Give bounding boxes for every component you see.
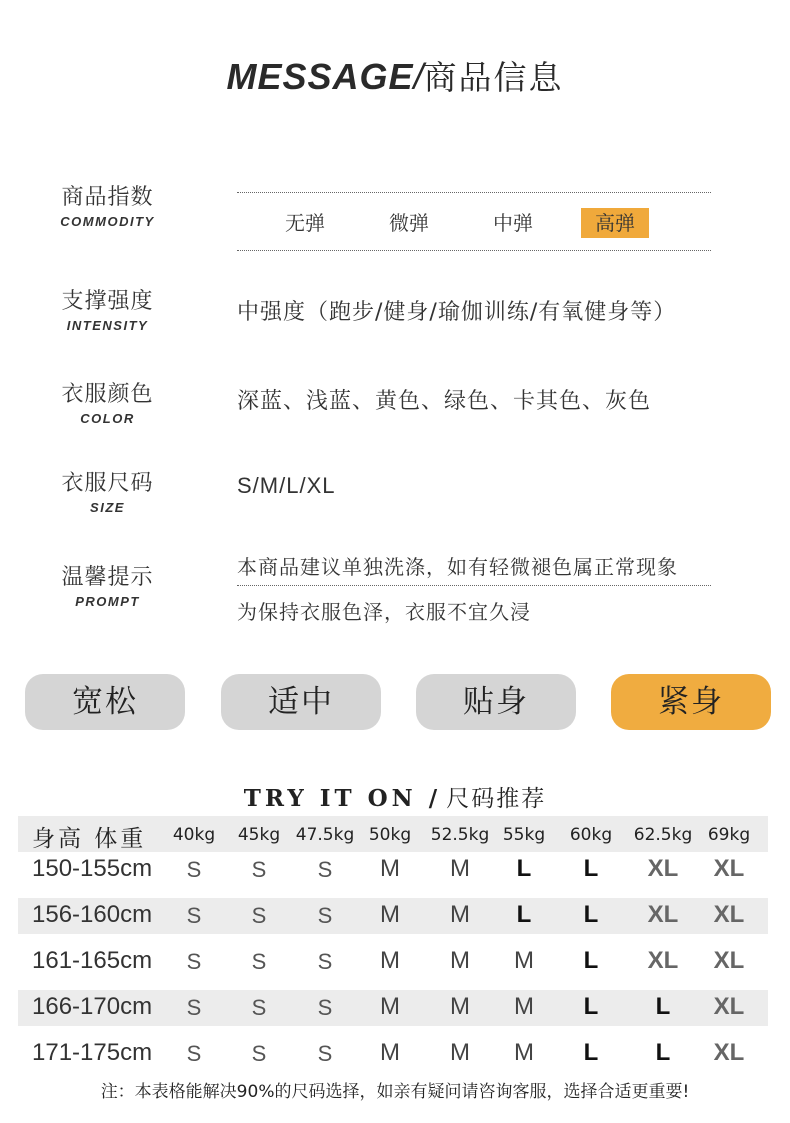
size-cell: L — [583, 993, 599, 1020]
size-cell: XL — [713, 993, 745, 1020]
intensity-label-cn: 支撑强度 — [61, 289, 154, 314]
size-cell: S — [317, 995, 333, 1020]
fit-loose: 宽松 — [25, 674, 185, 730]
table-row — [18, 852, 768, 888]
table-row — [18, 898, 768, 934]
weight-header: 60kg — [569, 825, 613, 845]
size-cell: M — [380, 947, 400, 974]
size-cell: XL — [647, 901, 679, 928]
size-cell: S — [317, 1041, 333, 1066]
size-cell: S — [251, 949, 267, 974]
size-label-cn: 衣服尺码 — [61, 471, 154, 496]
size-cell: L — [583, 947, 599, 974]
size-cell: S — [186, 1041, 202, 1066]
elasticity-medium: 中弹 — [493, 211, 533, 235]
size-cell: M — [450, 947, 470, 974]
size-cell: XL — [713, 901, 745, 928]
size-cell: XL — [713, 947, 745, 974]
size-cell: XL — [647, 855, 679, 882]
size-cell: S — [317, 949, 333, 974]
size-cell: L — [655, 993, 671, 1020]
intensity-label — [40, 284, 175, 333]
table-row — [18, 1036, 768, 1072]
elasticity-high-selected: 高弹 — [581, 208, 649, 238]
intensity-value: 中强度（跑步/健身/瑜伽训练/有氧健身等） — [237, 300, 677, 325]
size-cell: L — [516, 901, 532, 928]
prompt-line-2: 为保持衣服色泽，衣服不宜久浸 — [237, 600, 531, 624]
height-range: 161-165cm — [32, 947, 153, 974]
prompt-line-1: 本商品建议单独洗涤，如有轻微褪色属正常现象 — [237, 555, 678, 579]
size-cell: S — [186, 903, 202, 928]
title-slash: / — [413, 56, 424, 97]
size-cell: XL — [647, 947, 679, 974]
size-cell: M — [380, 993, 400, 1020]
size-cell: M — [380, 1039, 400, 1066]
size-cell: S — [251, 857, 267, 882]
size-cell: XL — [713, 1039, 745, 1066]
size-cell: M — [380, 901, 400, 928]
color-value: 深蓝、浅蓝、黄色、绿色、卡其色、灰色 — [237, 389, 652, 414]
size-cell: S — [251, 1041, 267, 1066]
weight-header: 50kg — [368, 825, 412, 845]
size-cell: S — [186, 995, 202, 1020]
size-value: S/M/L/XL — [237, 473, 336, 498]
color-label — [40, 377, 175, 426]
page-title-en: MESSAGE — [226, 56, 414, 97]
weight-header: 55kg — [502, 825, 546, 845]
size-cell: S — [186, 949, 202, 974]
size-cell: S — [317, 857, 333, 882]
size-cell: M — [450, 1039, 470, 1066]
size-cell: L — [583, 901, 599, 928]
weight-header: 52.5kg — [430, 825, 490, 845]
weight-header: 47.5kg — [295, 825, 355, 845]
height-range: 150-155cm — [32, 855, 153, 882]
size-table-header — [18, 816, 768, 852]
size-cell: XL — [713, 855, 745, 882]
elasticity-slight: 微弹 — [389, 211, 429, 235]
size-cell: S — [251, 903, 267, 928]
tryon-title-cn: 尺码推荐 — [446, 786, 547, 812]
size-cell: L — [655, 1039, 671, 1066]
height-range: 156-160cm — [32, 901, 153, 928]
weight-header: 69kg — [707, 825, 751, 845]
fit-tight-selected: 紧身 — [611, 674, 771, 730]
prompt-label-en: PROMPT — [75, 594, 140, 609]
prompt-label — [40, 560, 175, 609]
size-cell: S — [186, 857, 202, 882]
size-cell: L — [583, 855, 599, 882]
size-cell: M — [450, 855, 470, 882]
height-range: 166-170cm — [32, 993, 153, 1020]
size-cell: M — [380, 855, 400, 882]
table-row — [18, 990, 768, 1026]
color-label-en: COLOR — [80, 411, 135, 426]
table-corner-label: 身高 体重 — [32, 826, 147, 852]
page-title-cn: 商品信息 — [423, 58, 564, 97]
prompt-label-cn: 温馨提示 — [61, 565, 154, 590]
elasticity-none: 无弹 — [285, 211, 325, 235]
size-cell: S — [251, 995, 267, 1020]
fit-regular: 适中 — [221, 674, 381, 730]
commodity-label-en: COMMODITY — [60, 214, 155, 229]
size-cell: M — [450, 901, 470, 928]
size-cell: M — [514, 993, 534, 1020]
page-title — [0, 52, 790, 99]
weight-header: 62.5kg — [633, 825, 693, 845]
size-cell: M — [450, 993, 470, 1020]
size-label-en: SIZE — [90, 500, 125, 515]
color-label-cn: 衣服颜色 — [61, 382, 154, 407]
fit-close: 贴身 — [416, 674, 576, 730]
weight-header: 40kg — [172, 825, 216, 845]
size-cell: M — [514, 1039, 534, 1066]
commodity-label-cn: 商品指数 — [61, 185, 154, 210]
size-cell: S — [317, 903, 333, 928]
size-recommendation-title — [0, 780, 790, 813]
tryon-title-en: TRY IT ON / — [243, 785, 442, 812]
commodity-label — [40, 180, 175, 229]
size-label — [40, 466, 175, 515]
intensity-label-en: INTENSITY — [66, 318, 149, 333]
table-row — [18, 944, 768, 980]
divider — [237, 250, 711, 251]
divider — [237, 192, 711, 193]
size-cell: L — [516, 855, 532, 882]
size-cell: M — [514, 947, 534, 974]
size-cell: L — [583, 1039, 599, 1066]
size-note: 注：本表格能解决90%的尺码选择，如亲有疑问请咨询客服，选择合适更重要! — [100, 1082, 690, 1102]
divider — [237, 585, 711, 586]
height-range: 171-175cm — [32, 1039, 153, 1066]
weight-header: 45kg — [237, 825, 281, 845]
